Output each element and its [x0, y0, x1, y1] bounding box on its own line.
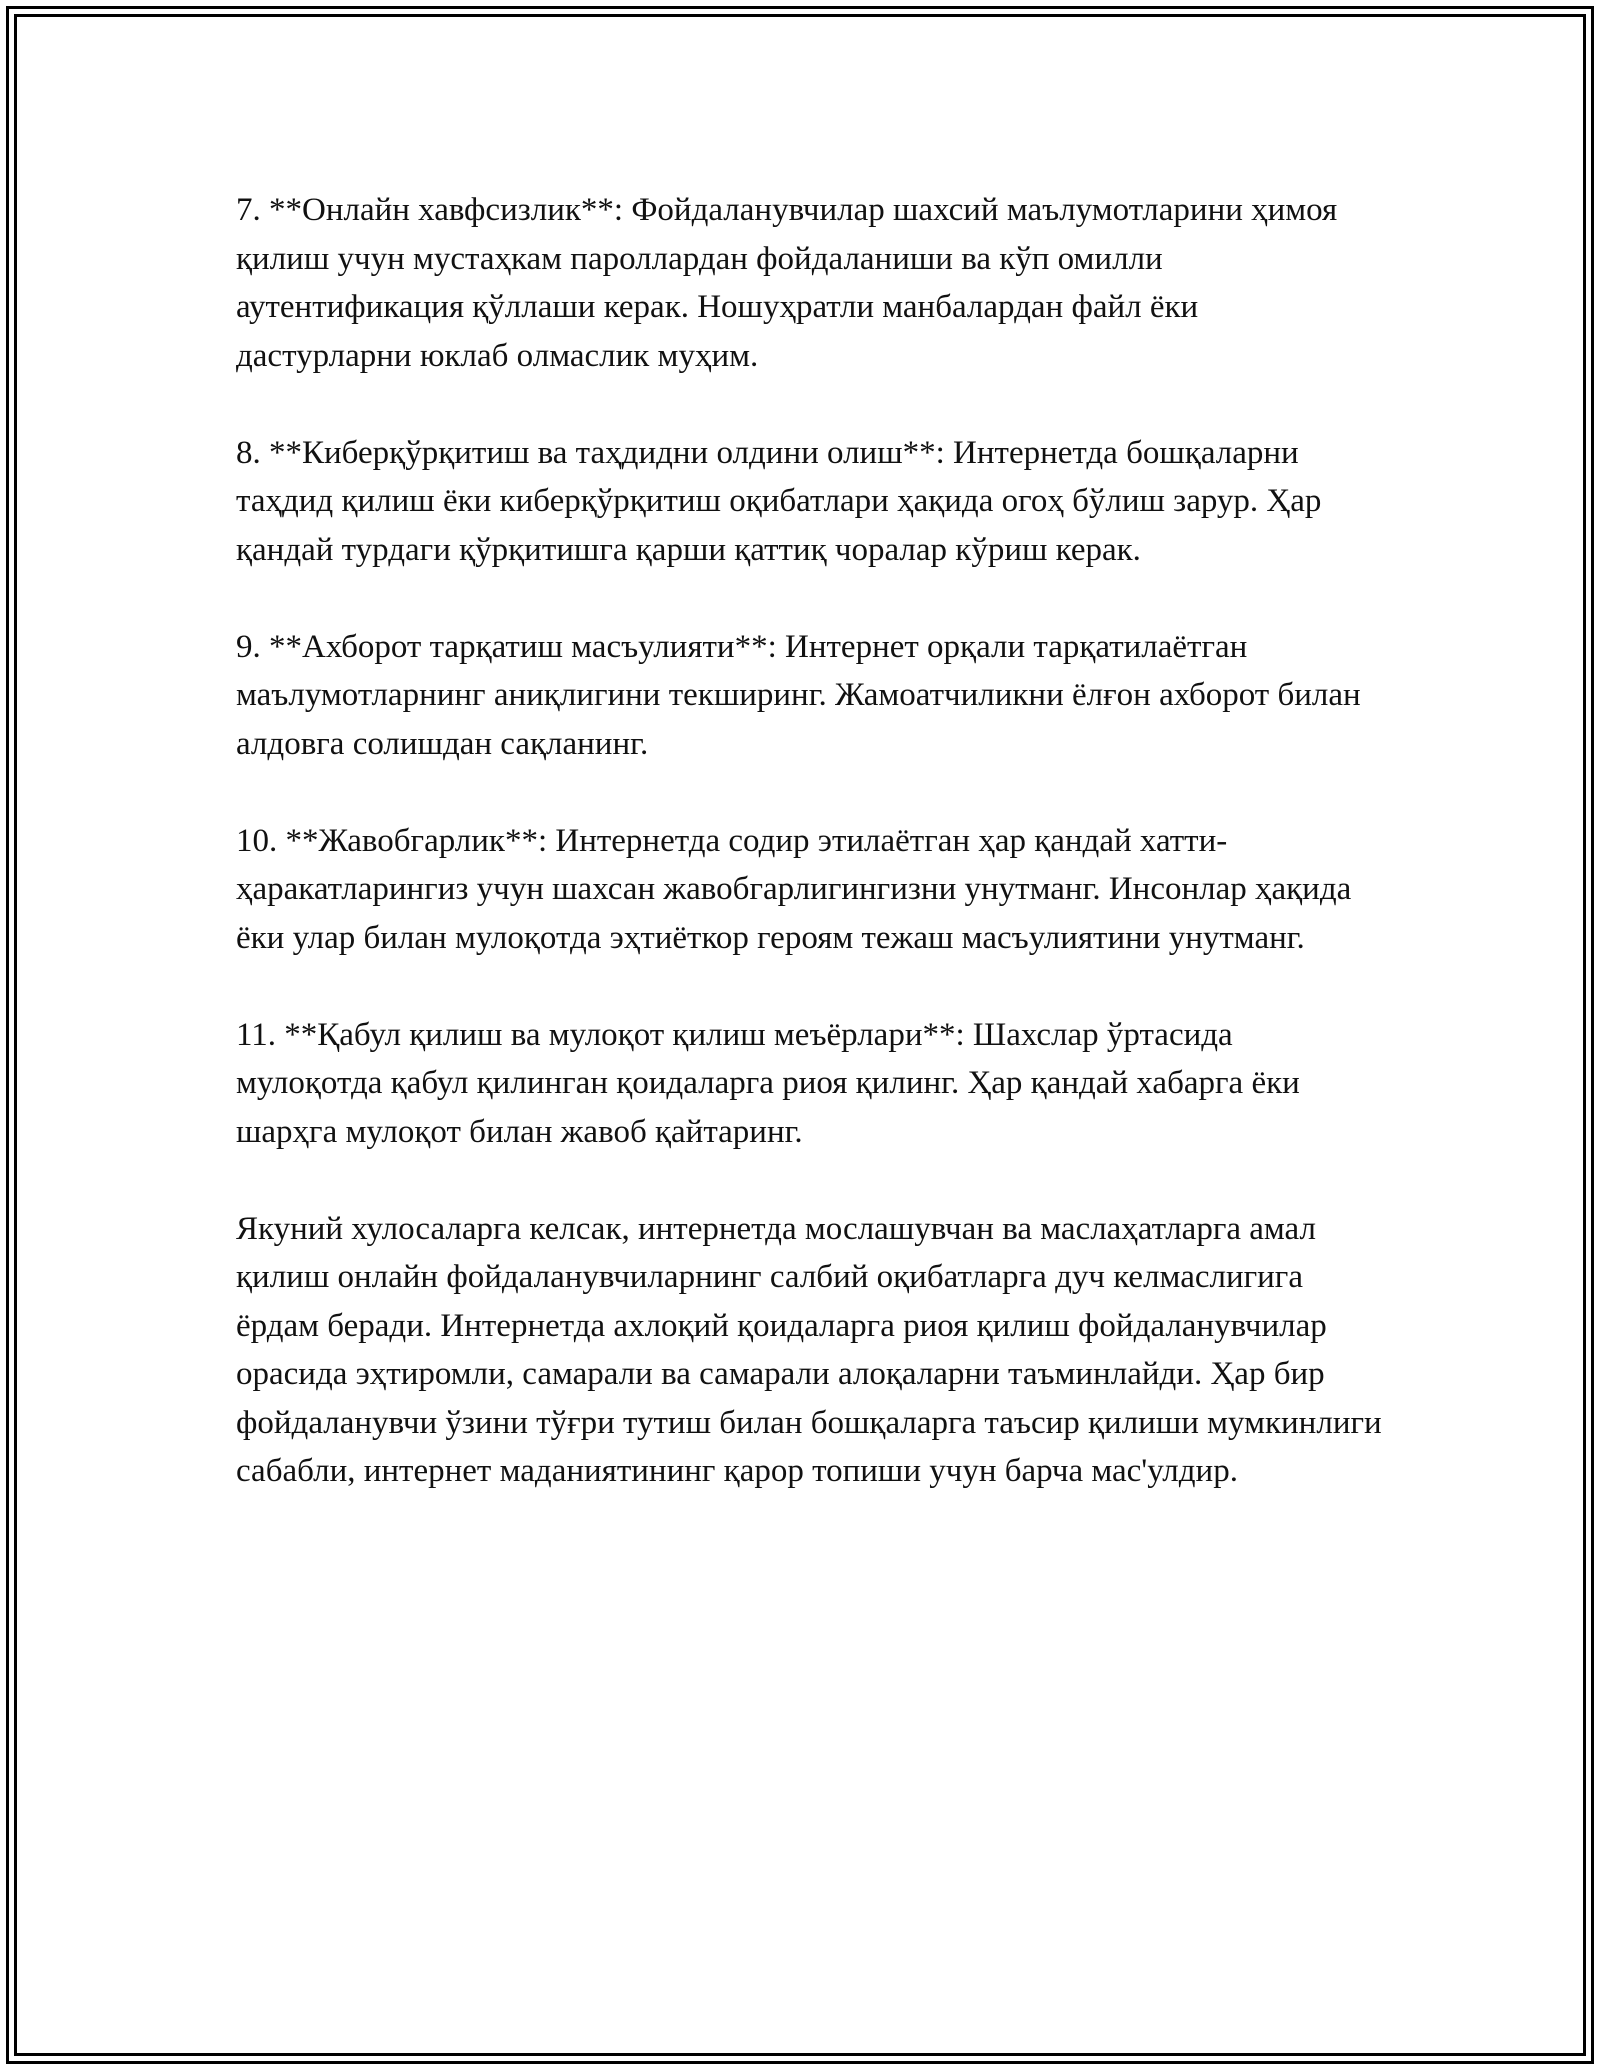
- document-body: [236, 186, 1382, 1544]
- paragraph-information-responsibility: 9. **Ахборот тарқатиш масъулияти**: Интернет орқали тарқатилаётган маълумотларнинг аниқлигини текширинг. Жамоатчиликни ёлғон ахборот билан алдовга солишдан сақланинг.: [236, 628, 1361, 762]
- paragraph-online-security: 7. **Онлайн хавфсизлик**: Фойдаланувчилар шахсий маълумотларини ҳимоя қилиш учун мустаҳкам пароллардан фойдаланиши ва кўп омилли аутентификация қўллаши керак. Ношуҳратли манбалардан файл ёки дастурларни юклаб олмаслик муҳим.: [236, 192, 1338, 374]
- paragraph-conclusion: Якуний хулосаларга келсак, интернетда мослашувчан ва маслаҳатларга амал қилиш онлайн фойдаланувчиларнинг салбий оқибатларга дуч келмаслигига ёрдам беради. Интернетда ахлоқий қоидаларга риоя қилиш фойдаланувчилар орасида эҳтиромли, самарали ва самарали алоқаларни таъминлайди. Ҳар бир фойдаланувчи ўзини тўғри тутиш билан бошқаларга таъсир қилиши мумкинлиги сабабли, интернет маданиятининг қарор топиши учун барча мас'улдир.: [236, 1210, 1382, 1489]
- paragraph-cyberbullying: 8. **Киберқўрқитиш ва таҳдидни олдини олиш**: Интернетда бошқаларни таҳдид қилиш ёки киберқўрқитиш оқибатлари ҳақида огоҳ бўлиш зарур. Ҳар қандай турдаги қўрқитишга қарши қаттиқ чоралар кўриш керак.: [236, 434, 1322, 568]
- paragraph-communication-norms: 11. **Қабул қилиш ва мулоқот қилиш меъёрлари**: Шахслар ўртасида мулоқотда қабул қилинган қоидаларга риоя қилинг. Ҳар қандай хабарга ёки шарҳга мулоқот билан жавоб қайтаринг.: [236, 1016, 1300, 1150]
- paragraph-accountability: 10. **Жавобгарлик**: Интернетда содир этилаётган ҳар қандай хатти-ҳаракатларингиз учун шахсан жавобгарлигингизни унутманг. Инсонлар ҳақида ёки улар билан мулоқотда эҳтиёткор героям тежаш масъулиятини унутманг.: [236, 822, 1352, 956]
